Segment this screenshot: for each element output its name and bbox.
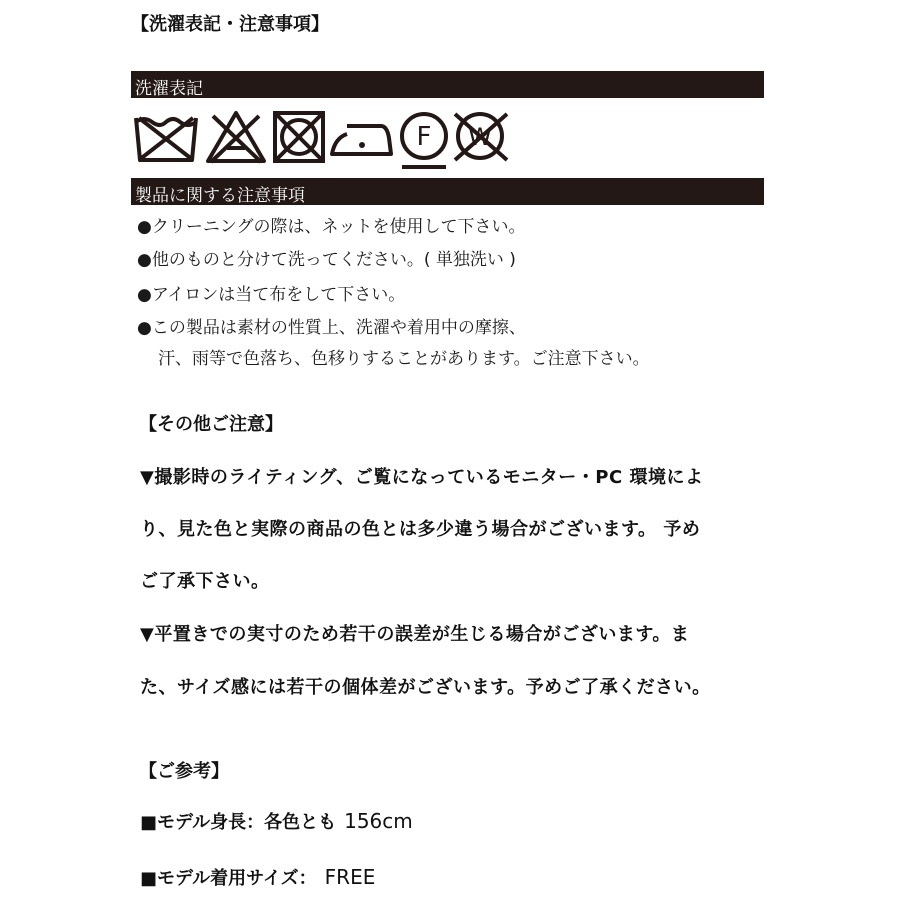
model-height-label: ■モデル身長：各色とも <box>140 812 337 833</box>
model-size-value: FREE <box>324 865 376 889</box>
product-notes-section-bar <box>131 178 764 205</box>
svg-text:F: F <box>416 122 432 152</box>
other-notes-heading: 【その他ご注意】 <box>139 414 283 435</box>
product-note-item-continuation: 汗、雨等で色落ち、色移りすることがあります。ご注意下さい。 <box>158 349 650 369</box>
other-note-line: り、見た色と実際の商品の色とは多少違う場合がございます。 予め <box>140 519 701 540</box>
no-bleach-icon <box>205 110 267 164</box>
other-note-line: ご了承下さい。 <box>140 571 270 592</box>
no-wet-clean-icon <box>451 110 511 166</box>
care-label-section-bar <box>131 71 764 98</box>
product-note-item: ●他のものと分けて洗ってください。( 単独洗い ) <box>137 250 516 270</box>
page-title: 【洗濯表記・注意事項】 <box>131 14 329 35</box>
other-note-line: ▼平置きでの実寸のため若干の誤差が生じる場合がございます。ま <box>140 624 690 645</box>
model-height-row <box>140 808 413 834</box>
no-tumble-dry-icon <box>271 110 327 164</box>
care-label-section-title: 洗濯表記 <box>135 79 203 99</box>
dry-clean-f-icon <box>397 110 451 172</box>
product-note-item: ●クリーニングの際は、ネットを使用して下さい。 <box>137 217 526 237</box>
svg-text:W: W <box>468 123 492 151</box>
iron-low-icon <box>329 110 395 164</box>
model-height-value: 156cm <box>344 809 413 833</box>
model-size-row <box>140 864 375 890</box>
reference-heading: 【ご参考】 <box>139 761 229 782</box>
product-note-item: ●この製品は素材の性質上、洗濯や着用中の摩擦、 <box>137 318 526 338</box>
care-symbols-row <box>133 110 533 174</box>
no-washing-icon <box>133 110 199 164</box>
product-note-item: ●アイロンは当て布をして下さい。 <box>137 285 406 305</box>
other-note-line: ▼撮影時のライティング、ご覧になっているモニター・PC 環境によ <box>140 467 704 488</box>
model-size-label: ■モデル着用サイズ： <box>140 868 317 889</box>
product-notes-section-title: 製品に関する注意事項 <box>135 186 305 206</box>
other-note-line: た、サイズ感には若干の個体差がございます。予めご了承ください。 <box>140 677 711 698</box>
